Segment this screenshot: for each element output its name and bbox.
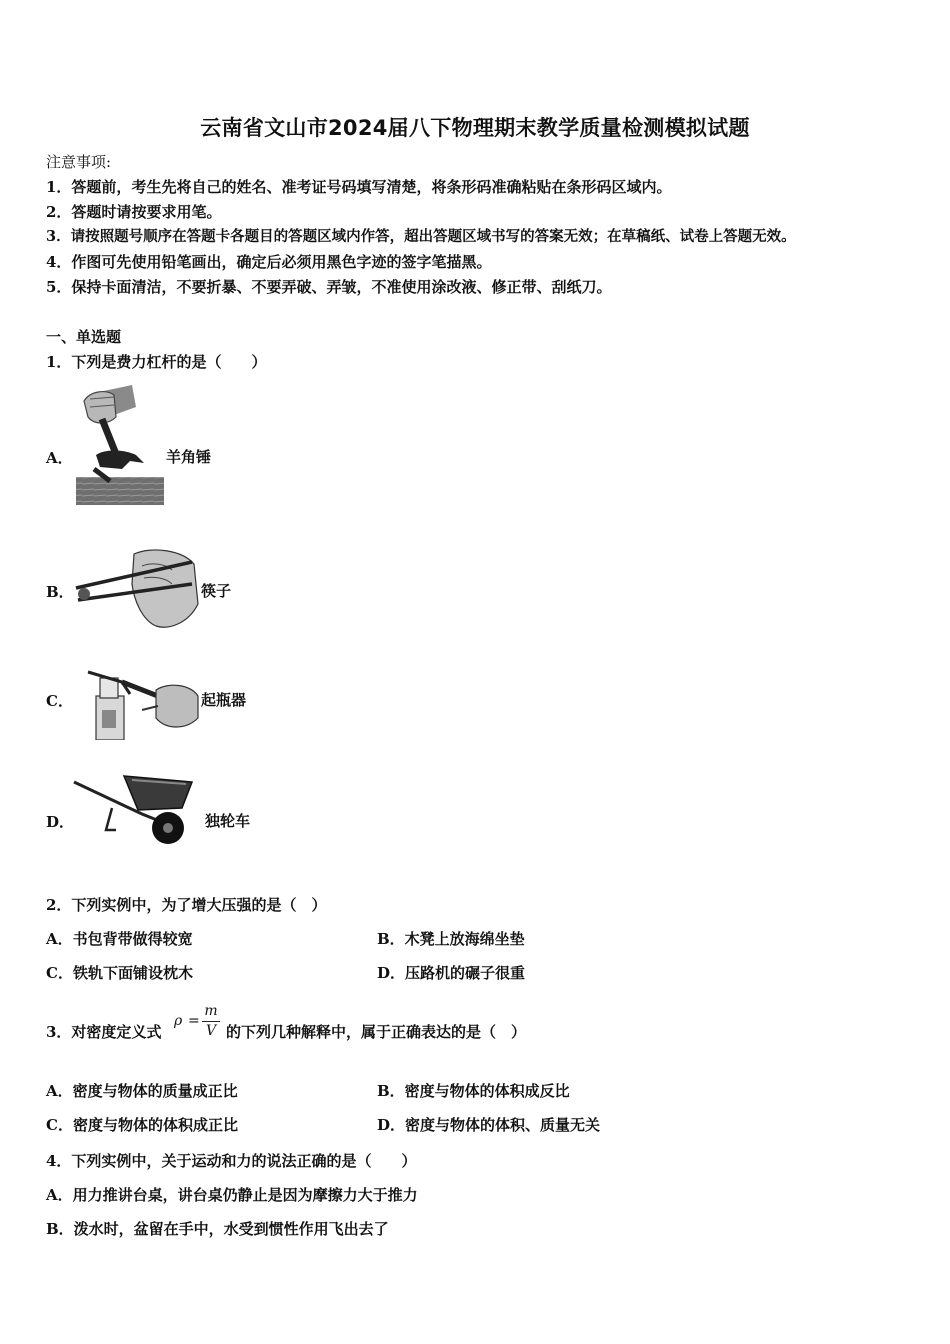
chopsticks-image <box>72 544 202 630</box>
wheelbarrow-image <box>72 768 198 852</box>
q2-option: B．木凳上放海绵坐垫 <box>377 930 525 948</box>
q2-option: A．书包背带做得较宽 <box>46 930 193 948</box>
formula-rho: ρ <box>174 1013 183 1029</box>
q1-option-b-label: 筷子 <box>201 582 232 600</box>
density-formula <box>174 1003 224 1043</box>
q4-option: A．用力推讲台桌，讲台桌仍静止是因为摩擦力大于推力 <box>46 1186 418 1204</box>
bottle-opener-image <box>82 666 200 740</box>
q3-option: B．密度与物体的体积成反比 <box>377 1082 570 1100</box>
formula-numerator: m <box>204 1003 218 1019</box>
q3-stem-before: 3．对密度定义式 <box>46 1023 162 1041</box>
claw-hammer-image <box>70 385 168 510</box>
q4-stem: 4．下列实例中，关于运动和力的说法正确的是（ ） <box>46 1152 417 1170</box>
q1-option-c-letter: C． <box>46 692 73 710</box>
formula-fraction <box>202 1003 220 1040</box>
q2-option: D．压路机的碾子很重 <box>377 964 526 982</box>
q2-stem: 2．下列实例中，为了增大压强的是（ ） <box>46 896 327 914</box>
note-item: 3．请按照题号顺序在答题卡各题目的答题区域内作答，超出答题区域书写的答案无效；在草稿纸、试卷上答题无效。 <box>46 228 796 245</box>
q1-option-c-label: 起瓶器 <box>201 691 247 709</box>
note-item: 5．保持卡面清洁，不要折暴、不要弄破、弄皱，不准使用涂改液、修正带、刮纸刀。 <box>46 278 612 296</box>
q3-option: C．密度与物体的体积成正比 <box>46 1116 238 1134</box>
q1-option-a-label: 羊角锤 <box>166 448 212 466</box>
notes-heading: 注意事项: <box>46 153 112 171</box>
page-title: 云南省文山市2024届八下物理期末教学质量检测模拟试题 <box>200 116 750 140</box>
q1-option-a-letter: A． <box>46 449 73 467</box>
q2-option: C．铁轨下面铺设枕木 <box>46 964 193 982</box>
note-item: 4．作图可先使用铅笔画出，确定后必须用黑色字迹的签字笔描黑。 <box>46 253 492 271</box>
section-heading: 一、单选题 <box>46 328 122 346</box>
q3-option: D．密度与物体的体积、质量无关 <box>377 1116 601 1134</box>
fraction-bar <box>202 1021 220 1022</box>
note-item: 2．答题时请按要求用笔。 <box>46 203 222 221</box>
q1-option-d-label: 独轮车 <box>205 812 251 830</box>
formula-denominator: V <box>205 1023 217 1039</box>
q1-option-b-letter: B． <box>46 583 74 601</box>
note-item: 1．答题前，考生先将自己的姓名、准考证号码填写清楚，将条形码准确粘贴在条形码区域内。 <box>46 178 672 196</box>
q1-stem: 1．下列是费力杠杆的是（ ） <box>46 353 267 371</box>
q3-stem-after: 的下列几种解释中，属于正确表达的是（ ） <box>226 1023 527 1041</box>
q3-option: A．密度与物体的质量成正比 <box>46 1082 238 1100</box>
formula-equals: = <box>188 1013 200 1029</box>
q1-option-d-letter: D． <box>46 813 75 831</box>
q4-option: B．泼水时，盆留在手中，水受到惯性作用飞出去了 <box>46 1220 389 1238</box>
